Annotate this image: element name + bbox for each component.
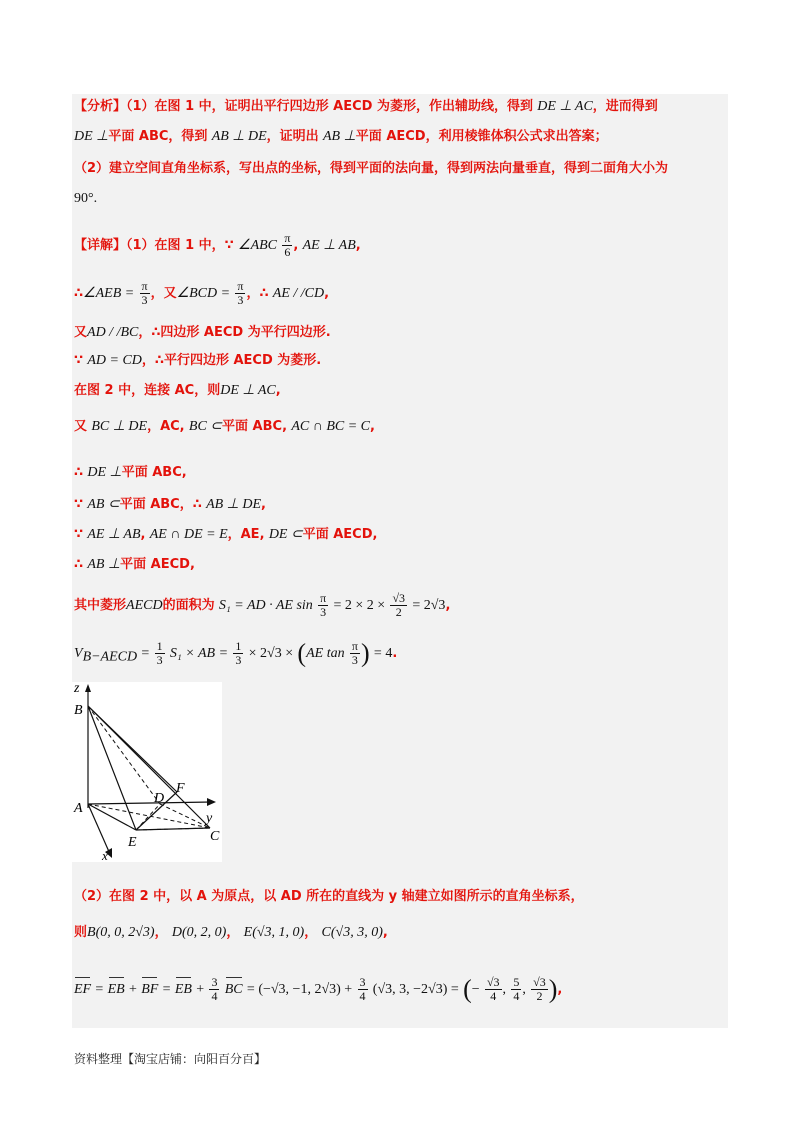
detail-text: , — [355, 238, 361, 253]
label-C: C — [210, 829, 220, 844]
fraction — [233, 640, 243, 667]
math-expr: AE ⊥ AB — [87, 527, 141, 542]
math-expr: ∠ABC — [238, 238, 278, 253]
fraction-den: 6 — [284, 245, 291, 259]
detail-text: 平面 ABC, — [222, 419, 288, 434]
fraction-num: √3 — [533, 975, 546, 989]
math-expr: = 2 × 2 × — [333, 598, 386, 613]
label-A: A — [74, 801, 83, 816]
part2-text: , — [557, 982, 563, 997]
math-expr: = 4 — [373, 646, 393, 661]
paren: ( — [463, 974, 472, 1004]
analysis-line-2 — [74, 126, 608, 147]
analysis-tag: 【分析】 — [74, 99, 127, 114]
math-expr: (√3, 3, −2√3) = — [372, 982, 459, 997]
pyramid-figure — [72, 682, 222, 862]
math-expr: AB ⊥ — [87, 557, 121, 572]
label-D: D — [154, 791, 165, 806]
math-expr: = 2√3 — [412, 598, 446, 613]
math-expr: AC ∩ BC = C — [291, 419, 370, 434]
math-expr: AD = CD — [87, 353, 142, 368]
detail-text: 平面 ABC, — [121, 465, 187, 480]
fraction-den: 3 — [156, 653, 163, 667]
fraction — [531, 976, 548, 1003]
label-x: x — [102, 848, 108, 862]
fraction-num: π — [351, 639, 358, 653]
label-E: E — [128, 835, 137, 850]
detail-line-7 — [74, 462, 187, 483]
label-F: F — [176, 781, 185, 796]
math-expr: V — [74, 646, 83, 661]
detail-text: ∵ — [74, 497, 84, 512]
detail-line-11 — [74, 592, 450, 619]
math-expr: − — [471, 982, 480, 997]
fraction-den: 3 — [351, 653, 358, 667]
detail-text: , — [324, 286, 330, 301]
math-expr: BC ⊂ — [188, 419, 223, 434]
math-expr: DE ⊥ AC — [220, 383, 276, 398]
analysis-text: ，进而得到 — [592, 99, 658, 114]
detail-line-10 — [74, 554, 195, 575]
math-expr: ∠BCD = — [176, 286, 231, 301]
fraction — [155, 640, 165, 667]
fraction-den: 3 — [237, 293, 244, 307]
fraction-num: 1 — [156, 639, 163, 653]
vector-EF: EF — [74, 980, 91, 1000]
point-B: B(0, 0, 2√3) — [87, 925, 155, 940]
label-y: y — [206, 811, 213, 826]
detail-text: ∴ — [74, 465, 84, 480]
vector-EB: EB — [175, 980, 192, 1000]
fraction — [209, 976, 219, 1003]
fraction — [235, 280, 245, 307]
fraction-num: π — [284, 231, 291, 245]
detail-text: ，AC, — [147, 419, 185, 434]
vector-BF: BF — [141, 980, 158, 1000]
math-expr: = — [95, 982, 104, 997]
math-expr: = — [162, 982, 171, 997]
analysis-text: （1）在图 1 中，证明出平行四边形 AECD 为菱形，作出辅助线，得到 — [126, 99, 533, 114]
fraction-den: 2 — [536, 989, 543, 1003]
detail-text: ，AE, — [227, 527, 265, 542]
fraction — [390, 592, 407, 619]
fraction-num: π — [320, 591, 327, 605]
fraction — [485, 976, 502, 1003]
detail-text: ∵ — [74, 527, 84, 542]
fraction-den: 4 — [359, 989, 366, 1003]
analysis-text: 平面 ABC，得到 — [108, 129, 208, 144]
math-expr: AB ⊥ — [322, 129, 356, 144]
detail-text: 又 — [74, 419, 88, 434]
math-expr: DE ⊥ — [87, 465, 122, 480]
fraction — [350, 640, 360, 667]
fraction — [282, 232, 292, 259]
detail-line-12 — [74, 640, 397, 668]
math-expr: AE ⊥ AB — [302, 238, 356, 253]
part2-text: ， — [154, 925, 168, 940]
detail-text: ，∴平行四边形 AECD 为菱形. — [141, 353, 322, 368]
detail-text: 的面积为 — [162, 598, 215, 613]
fraction-den: 3 — [320, 605, 327, 619]
fraction-num: √3 — [392, 591, 406, 605]
math-expr: AB ⊥ DE — [211, 129, 267, 144]
math-expr: = — [141, 646, 150, 661]
detail-text: ，又 — [150, 286, 177, 301]
math-expr: S₁ = AD · AE sin — [218, 598, 313, 613]
detail-text: , — [370, 419, 375, 434]
math-expr: AB ⊂ — [87, 497, 120, 512]
math-expr: DE ⊥ AC — [537, 99, 593, 114]
detail-text: （1）在图 1 中，∵ — [126, 238, 234, 253]
fraction-den: 3 — [235, 653, 242, 667]
detail-line-9 — [74, 524, 377, 545]
vector-BC: BC — [225, 980, 243, 1000]
detail-line-3 — [74, 322, 331, 343]
fraction — [140, 280, 150, 307]
math-expr: BC ⊥ DE — [91, 419, 148, 434]
fraction-num: 5 — [513, 975, 520, 989]
detail-line-8 — [74, 494, 266, 515]
fraction — [358, 976, 368, 1003]
part2-text: , — [382, 925, 388, 940]
detail-text: ，∴ — [246, 286, 269, 301]
math-expr: = (−√3, −1, 2√3) + — [246, 982, 353, 997]
detail-text: , — [275, 383, 281, 398]
analysis-text: （2）建立空间直角坐标系，写出点的坐标，得到平面的法向量，得到两法向量垂直，得到二面角大小为 — [74, 161, 669, 176]
detail-text: 平面 AECD, — [120, 557, 195, 572]
math-expr: + — [129, 982, 137, 997]
detail-line-2 — [74, 280, 329, 307]
part2-line-3 — [74, 976, 562, 1003]
math-expr: , — [502, 982, 507, 997]
analysis-text: 平面 AECD，利用棱锥体积公式求出答案； — [355, 129, 608, 144]
fraction-num: π — [237, 279, 244, 293]
math-expr: 90°. — [74, 191, 98, 206]
fraction-num: 3 — [359, 975, 366, 989]
part2-text: 则 — [74, 925, 88, 940]
detail-text: ∴ — [74, 557, 84, 572]
fraction-den: 4 — [211, 989, 218, 1003]
detail-text: . — [392, 646, 398, 661]
detail-tag: 【详解】 — [74, 238, 127, 253]
detail-text: ∵ — [74, 353, 84, 368]
detail-line-4 — [74, 350, 321, 371]
detail-text: , — [293, 238, 299, 253]
math-expr: × 2√3 × — [248, 646, 294, 661]
part2-line-2 — [74, 922, 388, 943]
detail-text: 其中菱形 — [74, 598, 127, 613]
paren: ( — [297, 638, 307, 668]
detail-text: ∴ — [74, 286, 84, 301]
detail-text: 平面 AECD, — [302, 527, 378, 542]
analysis-line-4 — [74, 188, 97, 209]
math-expr: AE / /CD — [272, 286, 325, 301]
detail-text: , — [140, 527, 146, 542]
math-expr: DE ⊂ — [268, 527, 303, 542]
vector-EB: EB — [108, 980, 125, 1000]
math-expr: AECD — [126, 598, 163, 613]
detail-text: , — [445, 598, 451, 613]
fraction-num: π — [141, 279, 148, 293]
pyramid-diagram — [72, 682, 222, 862]
detail-text: ，∴四边形 AECD 为平行四边形. — [138, 325, 331, 340]
math-expr: AE tan — [306, 646, 345, 661]
math-expr: DE ⊥ — [74, 129, 109, 144]
math-expr: AD / /BC — [87, 325, 139, 340]
math-expr: S₁ × AB = — [169, 646, 229, 661]
detail-text: 又 — [74, 325, 88, 340]
detail-text: 在图 2 中，连接 AC，则 — [74, 383, 221, 398]
footer-source: 资料整理【淘宝店铺：向阳百分百】 — [74, 1052, 267, 1066]
math-expr: + — [196, 982, 205, 997]
analysis-line-1 — [74, 96, 658, 117]
part2-text: （2）在图 2 中，以 A 为原点，以 AD 所在的直线为 y 轴建立如图所示的直角坐标系， — [74, 889, 584, 904]
math-expr: AE ∩ DE = E — [149, 527, 228, 542]
part2-text: ， — [304, 925, 318, 940]
fraction-num: 3 — [211, 975, 218, 989]
analysis-line-3 — [74, 158, 668, 179]
math-expr: , — [522, 982, 526, 997]
fraction-den: 2 — [395, 605, 402, 619]
detail-line-5 — [74, 380, 281, 401]
part2-text: ， — [226, 925, 240, 940]
fraction-num: 1 — [235, 639, 242, 653]
math-expr: ∠AEB = — [83, 286, 135, 301]
fraction-den: 3 — [141, 293, 148, 307]
math-expr: AB ⊥ DE — [206, 497, 262, 512]
fraction-den: 4 — [490, 989, 497, 1003]
paren: ) — [548, 974, 558, 1004]
fraction — [511, 976, 521, 1003]
math-subscript: B−AECD — [82, 649, 138, 665]
analysis-text: ，证明出 — [266, 129, 319, 144]
fraction-num: √3 — [486, 975, 500, 989]
paren: ) — [360, 638, 370, 668]
label-z: z — [74, 682, 80, 696]
detail-line-1 — [74, 232, 361, 259]
point-D: D(0, 2, 0) — [171, 925, 227, 940]
fraction — [318, 592, 328, 619]
part2-line-1 — [74, 886, 584, 907]
detail-text: 平面 ABC，∴ — [119, 497, 202, 512]
detail-line-6 — [74, 416, 375, 437]
fraction-den: 4 — [513, 989, 520, 1003]
point-E: E(√3, 1, 0) — [243, 925, 305, 940]
detail-text: , — [261, 497, 266, 512]
point-C: C(√3, 3, 0) — [321, 925, 383, 940]
label-B: B — [74, 703, 83, 718]
